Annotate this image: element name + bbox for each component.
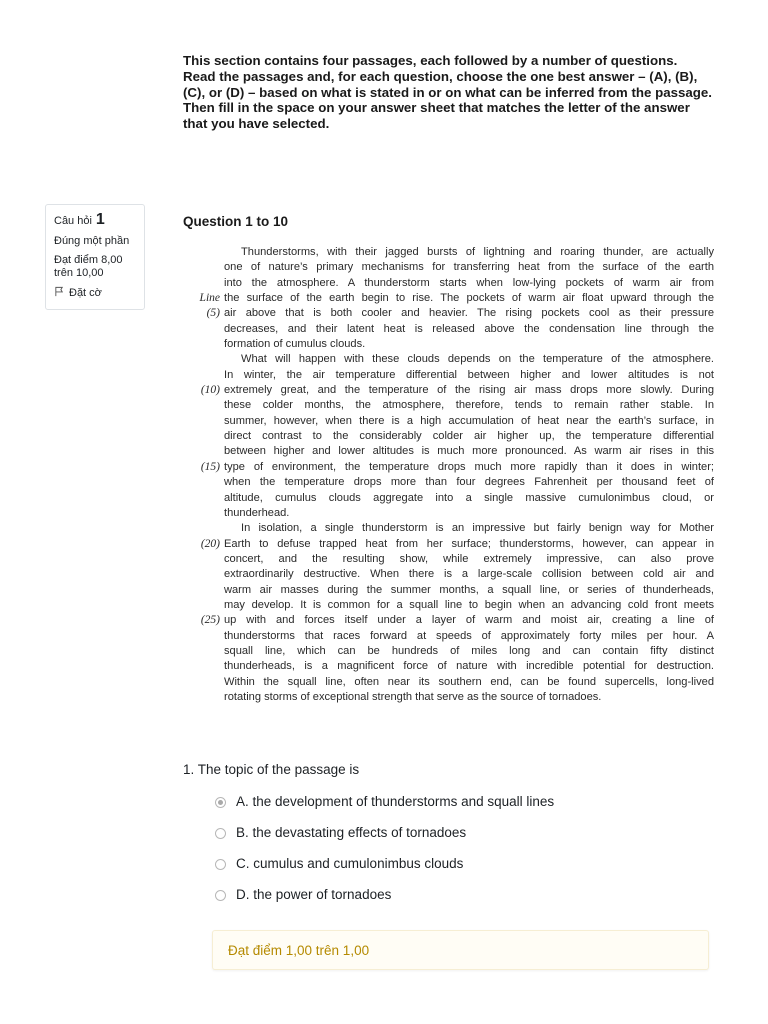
line-number [187, 475, 224, 490]
grade-line-2: trên 10,00 [54, 267, 104, 279]
line-number [187, 322, 224, 337]
line-text: decreases, and their latent heat is released above the condensation line through the [224, 322, 714, 335]
line-number [187, 567, 224, 582]
line-text: Thunderstorms, with their jagged bursts of lightning and roaring thunder, are actually [241, 246, 714, 258]
line-text: into the atmosphere. A thunderstorm starts when low-lying pockets of warm air from [224, 276, 714, 289]
line-text: the surface of the earth begin to rise. The pockets of warm air float upward through the [224, 292, 714, 305]
passage-line [187, 352, 714, 367]
line-number [187, 521, 224, 536]
question-group-title: Question 1 to 10 [183, 214, 289, 229]
line-text: extremely great, and the temperature of the rising air mass drops more slowly. During [224, 384, 714, 397]
passage-line [187, 629, 714, 644]
passage-line [187, 245, 714, 260]
line-text: air above that is both cooler and heavier. The rising pockets cool as their pressure [224, 307, 714, 320]
line-text: concert, and the resulting show, while extremely impressive, can also prove [224, 552, 714, 565]
line-number: (10) [200, 384, 220, 397]
passage-line [187, 260, 714, 275]
passage-line [187, 337, 714, 352]
answer-option-label: D. the power of tornadoes [236, 887, 392, 902]
line-text: squall line, which can be hundreds of miles long and can contain fifty distinct [224, 644, 714, 657]
question-number: 1 [95, 211, 105, 228]
line-text: may develop. It is common for a squall line to begin when an advancing cold front meets [224, 598, 714, 611]
passage-line [187, 491, 714, 506]
question-text: 1. The topic of the passage is [183, 762, 360, 777]
line-text: direct contrast to the considerably colder air higher up, the temperature differential [224, 430, 714, 443]
flag-icon [54, 286, 65, 300]
line-text: up with and forces itself under a layer of warm and moist air, creating a line of [224, 614, 714, 627]
line-number: Line [199, 292, 220, 305]
passage-line [187, 690, 714, 705]
line-text: What will happen with these clouds depends on the temperature of the atmosphere. [241, 353, 714, 366]
passage-line [187, 306, 714, 321]
answer-option-b[interactable] [215, 817, 554, 848]
answer-option-label: A. the development of thunderstorms and squall lines [236, 794, 555, 809]
passage-line [187, 644, 714, 659]
line-text: thunderheads, is a magnificent force of nature with incredible potential for destruction. [224, 660, 714, 673]
passage-line [187, 291, 714, 306]
line-number [187, 491, 224, 506]
line-number [187, 552, 224, 567]
flag-label: Đặt cờ [69, 287, 102, 299]
question-state: Đúng một phần [54, 235, 130, 247]
line-text: warm air masses during the summer months, a squall line, or series of thunderheads, [224, 583, 714, 596]
line-text: type of environment, the temperature drops much more rapidly than it does in winter; [224, 460, 714, 473]
passage-line [187, 567, 714, 582]
answer-option-c[interactable] [215, 848, 554, 879]
line-number [187, 690, 224, 705]
grade-feedback: Đạt điểm 1,00 trên 1,00 [212, 930, 709, 970]
line-number [187, 414, 224, 429]
passage-line [187, 598, 714, 613]
passage-line [187, 552, 714, 567]
answer-options [215, 786, 554, 910]
radio-button[interactable] [215, 797, 226, 808]
passage-line [187, 414, 714, 429]
line-number [187, 429, 224, 444]
line-number: (25) [200, 614, 220, 627]
line-number [187, 675, 224, 690]
passage-line [187, 383, 714, 398]
line-text: one of nature’s primary mechanisms for transferring heat from the surface of the earth [224, 261, 714, 274]
section-instructions: This section contains four passages, each followed by a number of questions. Read the passages and, for each question, choose the one best answer – (A), (B), (C), or (D) – based on what is stated in or on what can be inferred from the passage. Then fill in the space on your answer sheet that matches the letter of the answer that you have selected. [183, 53, 713, 132]
question-label: Câu hỏi [54, 215, 92, 227]
line-number [187, 506, 224, 521]
line-number [187, 598, 224, 613]
grade-line-1: Đạt điểm 8,00 [54, 254, 123, 266]
answer-option-label: B. the devastating effects of tornadoes [236, 825, 467, 840]
question-info-panel [45, 204, 145, 310]
line-number [187, 337, 224, 352]
passage-line [187, 506, 714, 521]
question-number-row [54, 211, 136, 229]
line-number [187, 245, 224, 260]
passage-line [187, 613, 714, 628]
question-grade [54, 254, 136, 280]
passage-line [187, 659, 714, 674]
line-number [187, 659, 224, 674]
passage-line [187, 675, 714, 690]
line-number [187, 583, 224, 598]
line-number [187, 260, 224, 275]
line-number [187, 444, 224, 459]
line-number [187, 644, 224, 659]
passage-line [187, 322, 714, 337]
line-number [187, 368, 224, 383]
line-text: extraordinarily destructive. When there is a large-scale collision between cold air and [224, 568, 714, 581]
answer-option-a[interactable] [215, 786, 554, 817]
answer-option-d[interactable] [215, 879, 554, 910]
passage-line [187, 398, 714, 413]
passage-line [187, 368, 714, 383]
line-text: In isolation, a single thunderstorm is an impressive but fairly benign way for Mother [241, 522, 714, 535]
passage-line [187, 537, 714, 552]
line-number [187, 276, 224, 291]
line-number [187, 629, 224, 644]
passage-line [187, 521, 714, 536]
line-text: Within the squall line, often near its southern end, can be found supercells, long-lived [224, 675, 714, 688]
line-text: Earth to defuse trapped heat from her surface; thunderstorms, however, can appear in [224, 537, 714, 550]
passage-line [187, 429, 714, 444]
passage-line [187, 460, 714, 475]
line-number: (20) [200, 537, 220, 550]
line-number: (5) [206, 307, 220, 320]
passage-line [187, 444, 714, 459]
line-text: thunderstorms that races forward at speeds of approximately forty miles per hour. A [224, 629, 714, 642]
radio-button[interactable] [215, 859, 226, 870]
line-text: rotating storms of exceptional strength that serve as the source of tornadoes. [224, 690, 602, 703]
passage-line [187, 475, 714, 490]
line-number: (15) [200, 460, 220, 473]
radio-button[interactable] [215, 890, 226, 901]
passage-line [187, 583, 714, 598]
line-text: formation of cumulus clouds. [224, 338, 366, 351]
radio-button[interactable] [215, 828, 226, 839]
answer-option-label: C. cumulus and cumulonimbus clouds [236, 856, 464, 871]
reading-passage [187, 245, 714, 705]
line-text: these colder months, the atmosphere, therefore, tends to remain rather stable. In [224, 399, 714, 412]
line-text: between higher and lower altitudes is much more pronounced. As warm air rises in this [224, 445, 714, 458]
flag-question-button[interactable] [54, 286, 136, 300]
line-text: thunderhead. [224, 506, 290, 519]
line-text: altitude, cumulus clouds aggregate into a single massive cumulonimbus cloud, or [224, 491, 714, 504]
line-number [187, 398, 224, 413]
line-text: summer, however, when there is a high accumulation of heat near the earth’s surface, in [224, 414, 714, 427]
line-text: In winter, the air temperature differential between higher and lower altitudes is not [224, 368, 714, 381]
passage-line [187, 276, 714, 291]
line-number [187, 352, 224, 367]
line-text: when the temperature drops more than four degrees Fahrenheit per thousand feet of [224, 476, 714, 489]
